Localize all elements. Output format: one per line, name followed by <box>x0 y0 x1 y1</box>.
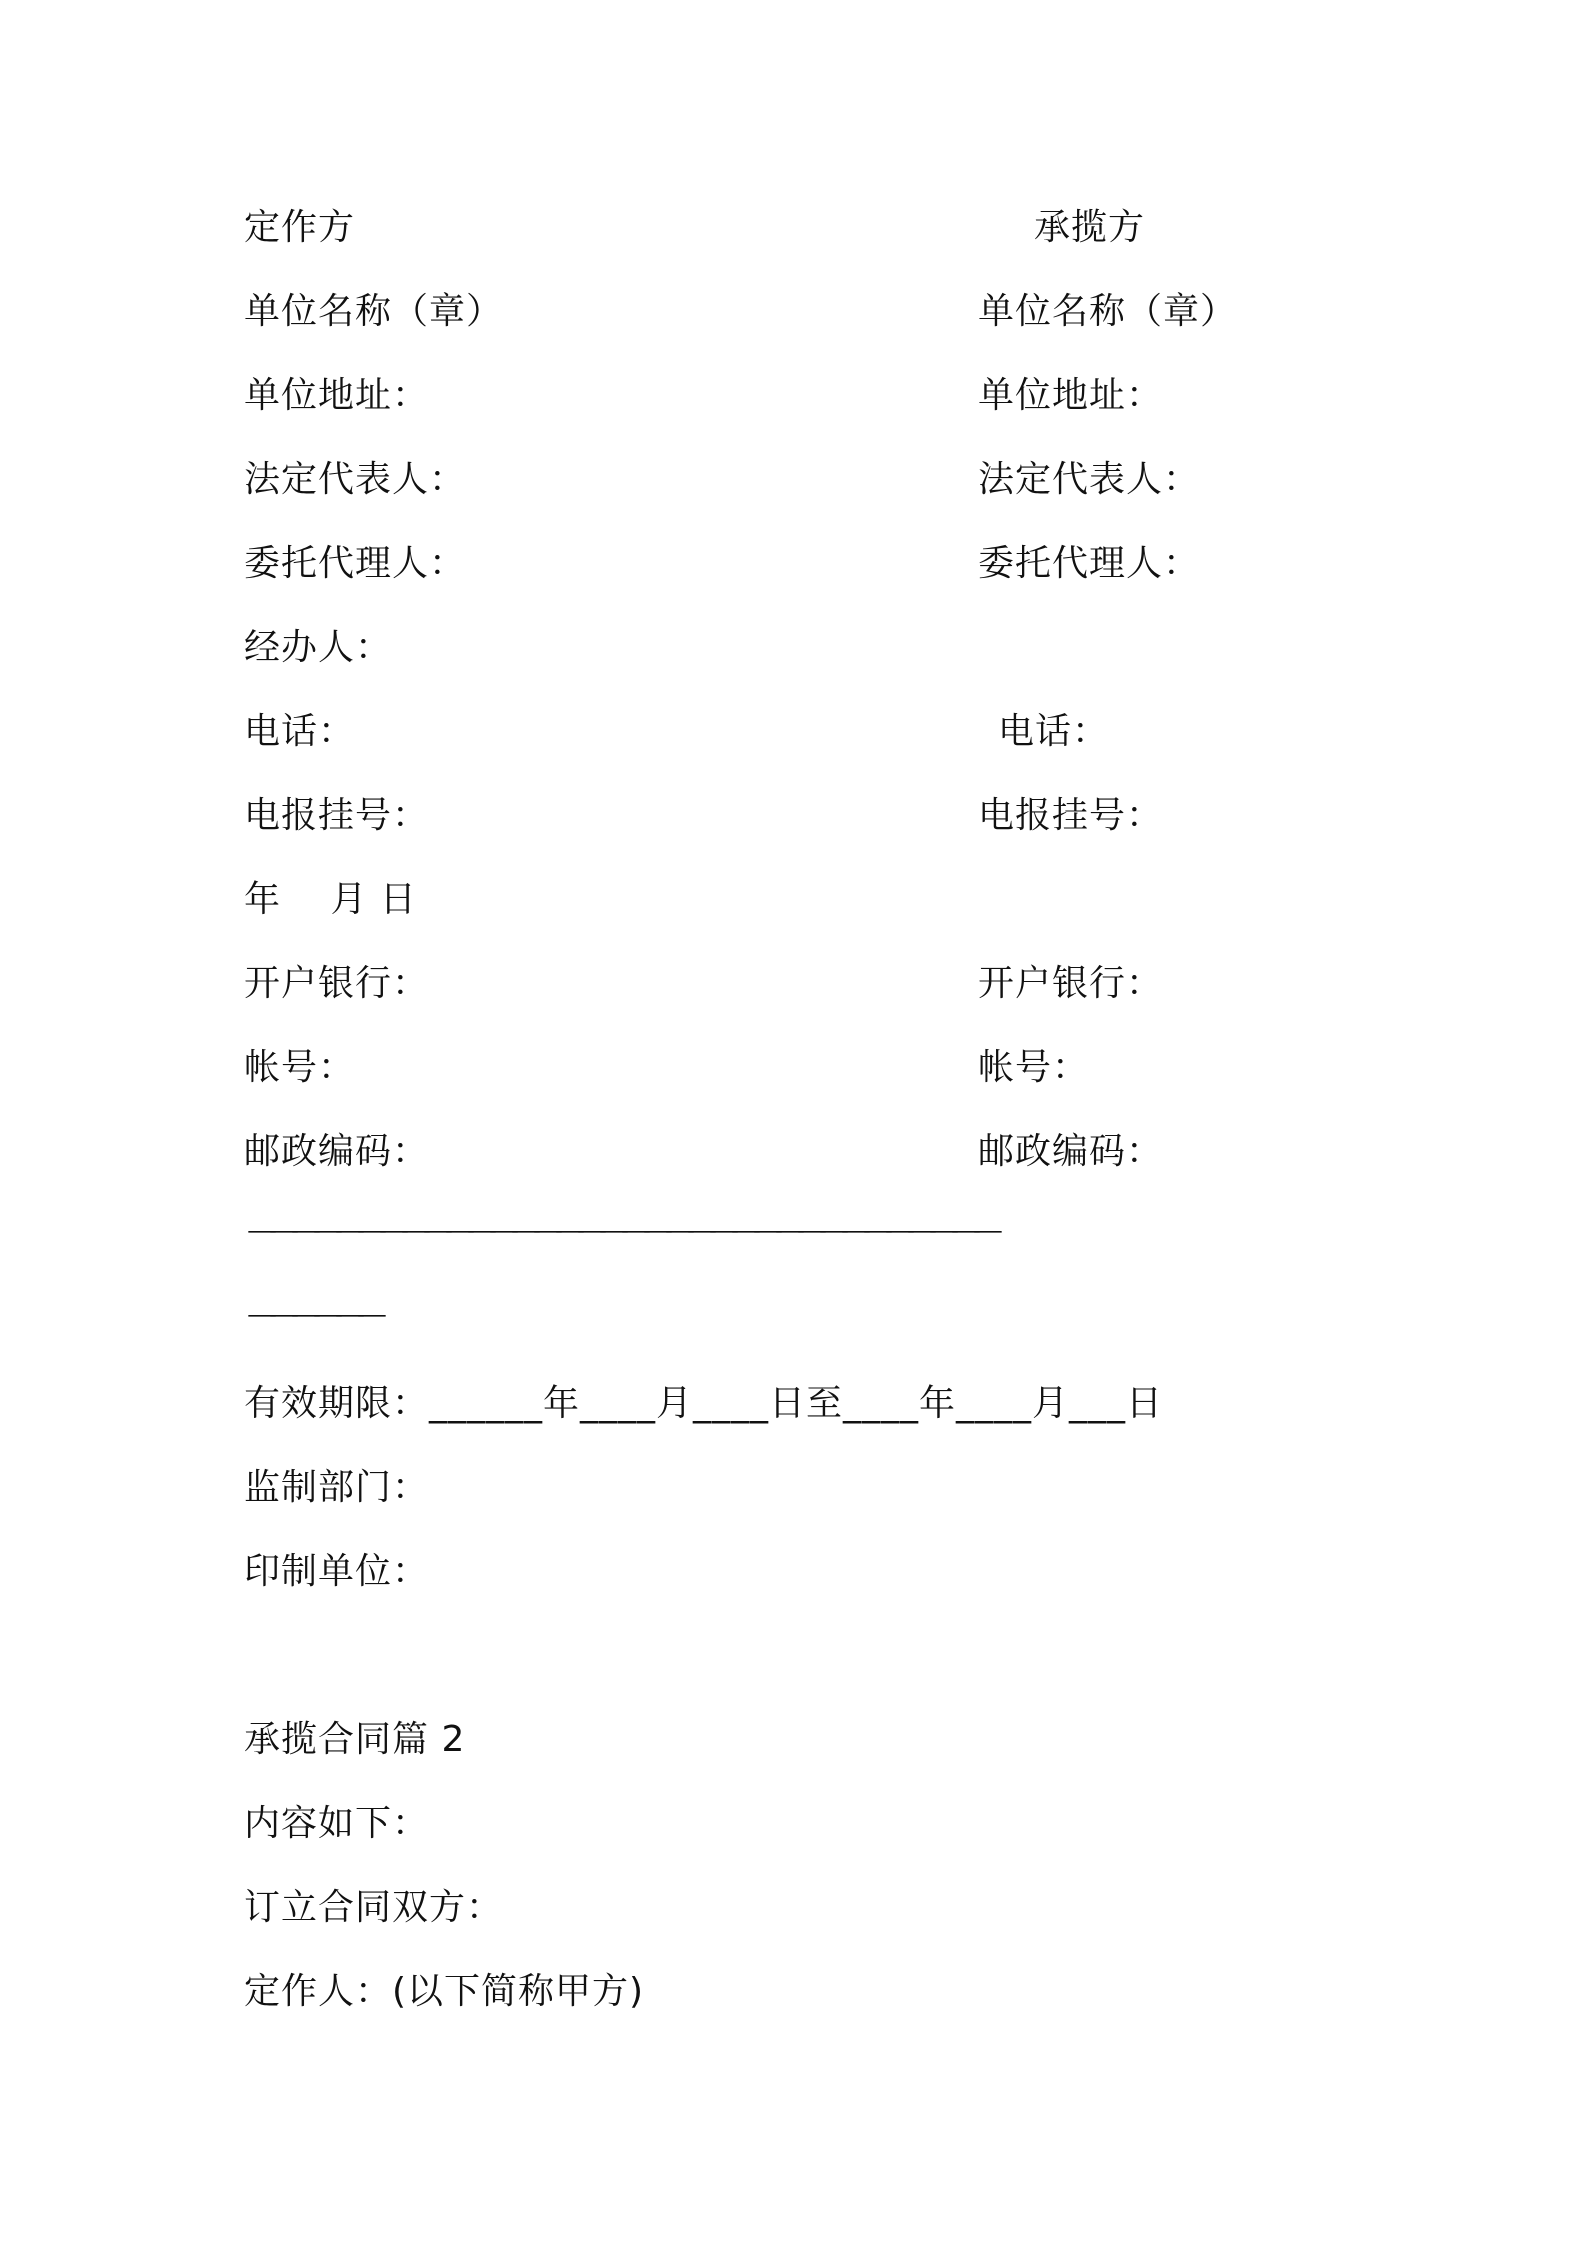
party-b-telegraph: 电报挂号： <box>978 795 1164 836</box>
separator-line-1: －－－－－－－－－－－－－－－－－－－－－－－－－－－－－－－－－－ <box>244 1213 993 1254</box>
party-b-unit-name: 单位名称（章） <box>978 291 1238 332</box>
party-a-account: 帐号： <box>244 1047 356 1088</box>
party-a-handler: 经办人： <box>244 627 393 668</box>
party-a-agent: 委托代理人： <box>244 543 467 584</box>
section-2-parties: 订立合同双方： <box>244 1887 504 1928</box>
section-2-title: 承揽合同篇 2 <box>244 1719 466 1760</box>
printing-unit: 印制单位： <box>244 1551 430 1592</box>
section-2-content-intro: 内容如下： <box>244 1803 430 1844</box>
party-b-account: 帐号： <box>978 1047 1090 1088</box>
party-a-phone: 电话： <box>244 711 356 752</box>
party-b-unit-address: 单位地址： <box>978 375 1164 416</box>
party-b-heading: 承揽方 <box>1034 207 1146 248</box>
party-b-legal-rep: 法定代表人： <box>978 459 1201 500</box>
separator-line-2: －－－－－－ <box>244 1297 377 1338</box>
party-a-unit-address: 单位地址： <box>244 375 430 416</box>
party-a-telegraph: 电报挂号： <box>244 795 430 836</box>
party-b-postcode: 邮政编码： <box>978 1131 1164 1172</box>
party-a-legal-rep: 法定代表人： <box>244 459 467 500</box>
party-a-date: 年 月 日 <box>244 879 417 920</box>
party-a-postcode: 邮政编码： <box>244 1131 430 1172</box>
party-b-phone: 电话： <box>998 711 1110 752</box>
supervising-department: 监制部门： <box>244 1467 430 1508</box>
party-b-bank: 开户银行： <box>978 963 1164 1004</box>
validity-period: 有效期限：______年____月____日至____年____月___日 <box>244 1383 1164 1424</box>
party-a-unit-name: 单位名称（章） <box>244 291 504 332</box>
party-b-agent: 委托代理人： <box>978 543 1201 584</box>
party-a-bank: 开户银行： <box>244 963 430 1004</box>
section-2-orderer: 定作人：(以下简称甲方) <box>244 1971 645 2012</box>
party-a-heading: 定作方 <box>244 207 356 248</box>
